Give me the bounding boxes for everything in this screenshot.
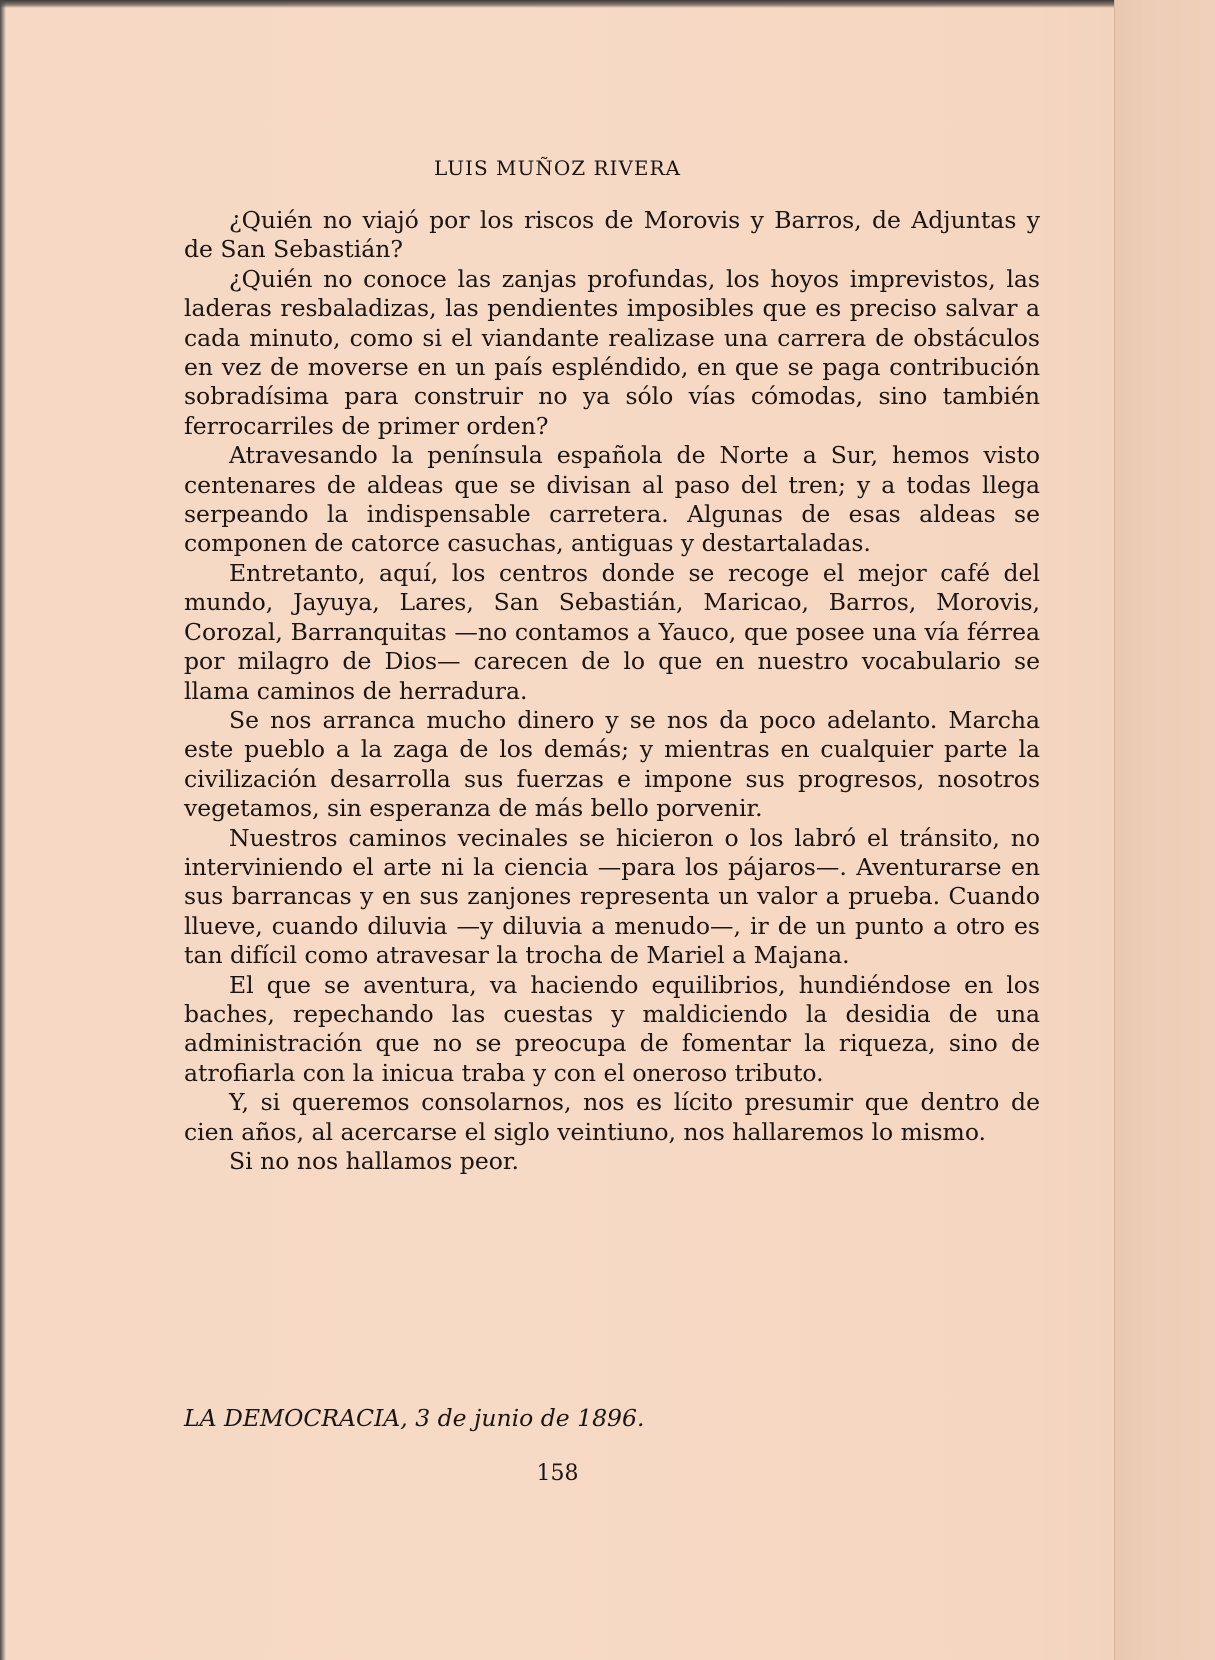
paragraph: Entretanto, aquí, los centros donde se recoge el mejor café del mundo, Jayuya, Lares, San Sebastián, Maricao, Barros, Morovis, Corozal, Barranquitas —no contamos a Yauco, que posee una vía férrea por milagro de Dios— carecen de lo que en nuestro vocabulario se llama caminos de herradura.	[184, 558, 1040, 705]
paragraph: Y, si queremos consolarnos, nos es lícito presumir que dentro de cien años, al acercarse el siglo veintiuno, nos hallaremos lo mismo.	[184, 1088, 1040, 1146]
paragraph: Se nos arranca mucho dinero y se nos da poco adelanto. Marcha este pueblo a la zaga de los demás; y mientras en cualquier parte la civilización desarrolla sus fuerzas e impone sus progresos, nosotros vegetamos, sin esperanza de más bello porvenir.	[184, 705, 1040, 823]
paragraph: El que se aventura, va haciendo equilibrios, hundiéndose en los baches, repechando las cuestas y maldiciendo la desidia de una administración que no se preocupa de fomentar la riqueza, sino de atrofiarla con la inicua traba y con el oneroso tributo.	[184, 970, 1040, 1087]
paragraph: Nuestros caminos vecinales se hicieron o los labró el tránsito, no interviniendo el arte ni la ciencia —para los pájaros—. Aventurarse en sus barrancas y en sus zanjones representa un valor a prueba. Cuando llueve, cuando diluvia —y diluvia a menudo—, ir de un punto a otro es tan difícil como atravesar la trocha de Mariel a Majana.	[184, 823, 1040, 970]
running-head: LUIS MUÑOZ RIVERA	[434, 156, 681, 180]
paragraph: Atravesando la península española de Norte a Sur, hemos visto centenares de aldeas que se divisan al paso del tren; y a todas llega serpeando la indispensable carretera. Algunas de esas aldeas se componen de catorce casuchas, antiguas y destartaladas.	[184, 441, 1040, 558]
paragraph: ¿Quién no conoce las zanjas profundas, los hoyos imprevistos, las laderas resbaladizas, las pendientes imposibles que es preciso salvar a cada minuto, como si el viandante realizase una carrera de obstáculos en vez de moverse en un país espléndido, en que se paga contribución sobradísima para construir no ya sólo vías cómodas, sino también ferrocarriles de primer orden?	[184, 264, 1040, 440]
page-edge-strip	[1114, 0, 1215, 1660]
page-number: 158	[536, 1461, 579, 1486]
paragraph: Si no nos hallamos peor.	[229, 1147, 520, 1175]
article-body	[184, 206, 1040, 1176]
source-citation: LA DEMOCRACIA, 3 de junio de 1896.	[184, 1404, 645, 1432]
paragraph: ¿Quién no viajó por los riscos de Morovis y Barros, de Adjuntas y de San Sebastián?	[184, 206, 1040, 264]
